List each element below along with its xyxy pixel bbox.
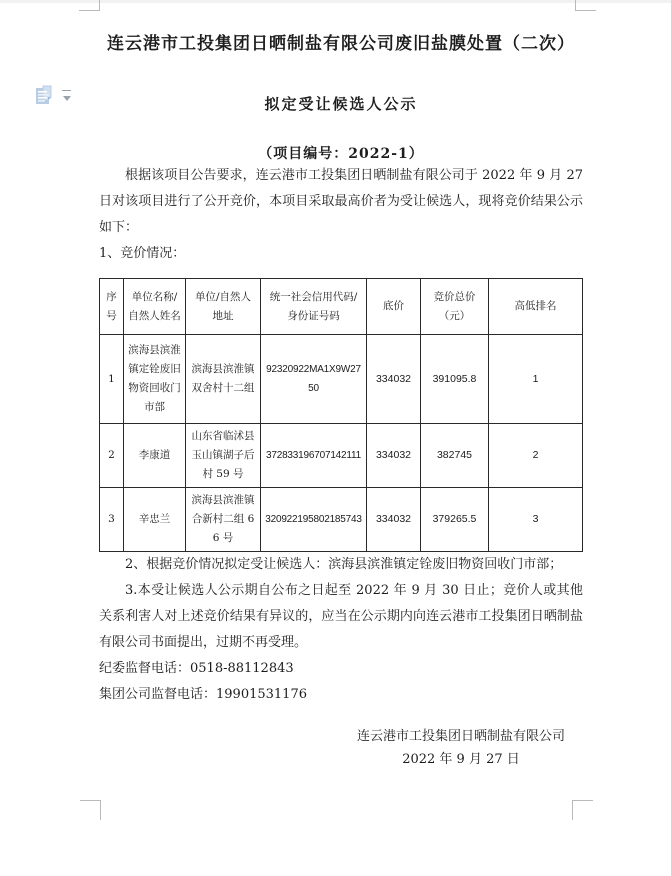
document-title: 连云港市工投集团日晒制盐有限公司废旧盐膜处置（二次）: [107, 34, 575, 54]
header-bid-total: 竞价总价（元）: [421, 279, 489, 335]
discipline-phone-line: 纪委监督电话：0518-88112843: [99, 661, 294, 676]
cell-bid-total: 391095.8: [421, 335, 489, 424]
paste-options-button[interactable]: [34, 84, 71, 106]
group-phone-line: 集团公司监督电话：19901531176: [99, 687, 307, 702]
signature-block: [357, 725, 565, 771]
document-content: [99, 0, 583, 771]
cell-base-price: 334032: [367, 424, 421, 488]
cell-rank: 1: [489, 335, 583, 424]
header-code: 统一社会信用代码/身份证号码: [261, 279, 367, 335]
table-row: [100, 424, 583, 488]
item-3-paragraph: 3.本受让候选人公示期自公布之日起至 2022 年 9 月 30 日止；竞价人或其他关系利害人对上述竞价结果有异议的，应当在公示期内向连云港市工投集团日晒制盐有限公司书面提出，过期不再受理。: [99, 583, 583, 650]
signature-date: 2022 年 9 月 27 日: [402, 752, 520, 767]
cell-base-price: 334032: [367, 335, 421, 424]
cell-rank: 3: [489, 488, 583, 552]
cell-name: 滨海县滨淮镇定铨废旧物资回收门市部: [124, 335, 186, 424]
signature-company: 连云港市工投集团日晒制盐有限公司: [356, 729, 565, 744]
cell-seq: 1: [100, 335, 124, 424]
cell-name: 辛忠兰: [124, 488, 186, 552]
header-address: 单位/自然人地址: [186, 279, 261, 335]
cell-address: 山东省临沭县玉山镇湖子后村 59 号: [186, 424, 261, 488]
cell-code: 372833196707142111: [261, 424, 367, 488]
cell-rank: 2: [489, 424, 583, 488]
document-subtitle: 拟定受让候选人公示: [264, 95, 418, 113]
cell-seq: 3: [100, 488, 124, 552]
text-boundary-mark-bottom-left: [80, 800, 101, 820]
cell-seq: 2: [100, 424, 124, 488]
header-rank: 高低排名: [489, 279, 583, 335]
cell-address: 滨海县滨淮镇合新村二组 66 号: [186, 488, 261, 552]
bid-results-table: [99, 278, 583, 552]
cell-bid-total: 379265.5: [421, 488, 489, 552]
text-boundary-mark-bottom-right: [572, 800, 593, 820]
header-name: 单位名称/自然人姓名: [124, 279, 186, 335]
table-header-row: [100, 279, 583, 335]
table-row: [100, 488, 583, 552]
intro-paragraph: 根据该项目公告要求，连云港市工投集团日晒制盐有限公司于 2022 年 9 月 27 日对该项目进行了公开竞价，本项目采取最高价者为受让候选人，现将竞价结果公示如下：: [99, 168, 583, 235]
cell-code: 320922195802185743: [261, 488, 367, 552]
header-seq: 序号: [100, 279, 124, 335]
table-row: [100, 335, 583, 424]
paste-options-icon: [34, 84, 56, 106]
project-number: （项目编号：2022-1）: [258, 146, 424, 162]
cell-code: 92320922MA1X9W2750: [261, 335, 367, 424]
cell-bid-total: 382745: [421, 424, 489, 488]
cell-name: 李康道: [124, 424, 186, 488]
section-1-heading: 1、竞价情况：: [99, 246, 186, 261]
header-base-price: 底价: [367, 279, 421, 335]
item-2-paragraph: 2、根据竞价情况拟定受让候选人：滨海县滨淮镇定铨废旧物资回收门市部；: [125, 557, 563, 572]
cell-base-price: 334032: [367, 488, 421, 552]
text-boundary-mark-top-left: [79, 0, 100, 11]
cell-address: 滨海县滨淮镇双舍村十二组: [186, 335, 261, 424]
dropdown-arrow-icon[interactable]: [62, 90, 71, 101]
